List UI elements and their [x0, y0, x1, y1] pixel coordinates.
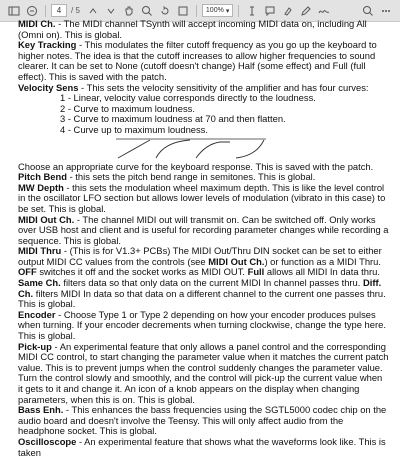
- term-key-tracking: Key Tracking: [18, 39, 77, 51]
- toolbar-divider: [196, 5, 197, 17]
- paragraph-mw-depth: [18, 183, 389, 215]
- text-select-icon[interactable]: [244, 3, 260, 19]
- fit-page-icon[interactable]: [175, 3, 191, 19]
- search-icon[interactable]: [360, 3, 376, 19]
- zoom-select[interactable]: [202, 4, 233, 17]
- zoom-tool-icon[interactable]: [139, 3, 155, 19]
- page-up-icon[interactable]: [85, 3, 101, 19]
- option-same-ch: Same Ch.: [18, 277, 61, 289]
- desc-key-tracking: - This modulates the filter cutoff frequency as you go up the keyboard to higher notes. The idea is that the cutoff increases to allow higher frequencies to sound clearer. It can be set to None (cutoff doesn't change) Half (some effect) and Full (full effect). This is saved with the patch.: [18, 39, 377, 82]
- paragraph-midi-ch: [18, 19, 389, 40]
- curve-1-linear: [118, 140, 150, 158]
- desc-midi-thru-3: switches it off and the socket works as MIDI OUT.: [36, 266, 248, 278]
- desc-midi-thru-6: filters MIDI In data so that data on a different channel to the current one passes thru. This is global.: [18, 287, 386, 310]
- desc-midi-thru-1: - (This is for V1.3+ PCBs) The MIDI Out/Thru DIN socket can be set to either output MIDI CC values from the controls (see: [18, 245, 382, 267]
- rotate-icon[interactable]: [157, 3, 173, 19]
- term-encoder: Encoder: [18, 308, 56, 320]
- paragraph-velocity-after: Choose an appropriate curve for the keyboard response. This is saved with the patch.: [18, 160, 374, 172]
- velocity-curves-figure: [116, 136, 266, 160]
- comment-icon[interactable]: [262, 3, 278, 19]
- page-total: / 5: [71, 6, 80, 15]
- paragraph-encoder: [18, 310, 389, 342]
- paragraph-bass-enh: [18, 405, 389, 437]
- highlight-icon[interactable]: [280, 3, 296, 19]
- paragraph-oscilloscope: [18, 437, 389, 458]
- sidebar-toggle-icon[interactable]: [6, 3, 22, 19]
- curve-item: 3 - Curve to maximum loudness at 70 and then flatten.: [60, 113, 286, 125]
- term-bass-enh: Bass Enh.: [18, 404, 64, 416]
- term-pick-up: Pick-up: [18, 340, 52, 352]
- page-number-input[interactable]: 4: [51, 4, 67, 17]
- desc-midi-thru-2: ) or function as a MIDI Thru.: [264, 255, 381, 267]
- toolbar-divider: [45, 5, 46, 17]
- curve-4: [236, 140, 264, 158]
- toolbar-divider: [238, 5, 239, 17]
- zoom-value: 100%: [205, 7, 224, 14]
- zoom-out-icon[interactable]: [24, 3, 40, 19]
- curve-item: 2 - Curve to maximum loudness.: [60, 102, 195, 114]
- desc-oscilloscope: - An experimental feature that shows what the waveforms look like. This is taken: [18, 435, 386, 458]
- desc-pitch-bend: - this sets the pitch bend range in semitones. This is global.: [66, 171, 316, 183]
- desc-bass-enh: - This enhances the bass frequencies using the SGTL5000 codec chip on the audio board and doesn't involve the Teensy. This will only affect audio from the headphone socket. This is global.: [18, 404, 387, 437]
- curve-item: 1 - Linear, velocity value corresponds directly to the loudness.: [60, 92, 316, 104]
- option-off: OFF: [18, 266, 37, 278]
- hand-tool-icon[interactable]: [121, 3, 137, 19]
- option-full: Full: [247, 266, 265, 278]
- desc-midi-thru-5: filters data so that only data on the current MIDI In channel passes thru.: [60, 277, 363, 289]
- desc-velocity-sens: - This sets the velocity sensitivity of the amplifier and has four curves:: [78, 81, 369, 93]
- page-down-icon[interactable]: [103, 3, 119, 19]
- desc-pick-up: - An experimental feature that only allows a panel control and the corresponding MIDI CC control, to start changing the parameter value when it matches the current patch value. This is to prevent jumps when the control suddenly changes the parameter value. Turn the control slowly and smoothly, and the control will pick-up the current value when it gets to it and change it. An icon of a knob appears on the display when changing parameters, when this is on. This is global.: [18, 340, 389, 405]
- chevron-down-icon: ▾: [225, 7, 230, 15]
- term-midi-ch: MIDI Ch.: [18, 18, 56, 29]
- term-mw-depth: MW Depth: [18, 181, 64, 193]
- curve-3: [196, 142, 230, 158]
- term-oscilloscope: Oscilloscope: [18, 435, 77, 447]
- term-velocity-sens: Velocity Sens: [18, 81, 79, 93]
- ref-midi-out-ch: MIDI Out Ch.: [208, 255, 265, 267]
- desc-mw-depth: - this sets the modulation wheel maximum depth. This is like the level control in the oscillator LFO section but allows lower levels of modulation (vibrato in this case) to be set. This is global.: [18, 181, 386, 214]
- desc-midi-ch: - The MIDI channel TSynth will accept incoming MIDI data on, including All (Omni on). This is global.: [18, 18, 367, 40]
- term-midi-thru: MIDI Thru: [18, 245, 62, 257]
- desc-encoder: - Choose Type 1 or Type 2 depending on how your encoder produces pulses when turning. If your encoder decrements when turning clockwise, change the type here. This is global.: [18, 308, 386, 342]
- option-diff-ch: Diff. Ch.: [18, 277, 382, 299]
- term-midi-out-ch: MIDI Out Ch.: [18, 213, 75, 225]
- paragraph-midi-out-ch: [18, 215, 389, 247]
- paragraph-key-tracking: [18, 40, 389, 82]
- term-pitch-bend: Pitch Bend: [18, 171, 67, 183]
- curve-item: 4 - Curve up to maximum loudness.: [60, 123, 208, 135]
- signature-icon[interactable]: [316, 3, 332, 19]
- paragraph-pick-up: [18, 342, 389, 406]
- desc-midi-thru-4: allows all MIDI In data thru.: [264, 266, 380, 278]
- paragraph-midi-thru: [18, 246, 389, 310]
- document-page: [0, 18, 400, 458]
- draw-icon[interactable]: [298, 3, 314, 19]
- desc-midi-out-ch: - The channel MIDI out will transmit on. Can be switched off. Only works over USB host and client and is useful for recording parameter changes while recording a sequence. This is global.: [18, 213, 389, 246]
- curve-2: [156, 140, 190, 158]
- more-icon[interactable]: [378, 3, 394, 19]
